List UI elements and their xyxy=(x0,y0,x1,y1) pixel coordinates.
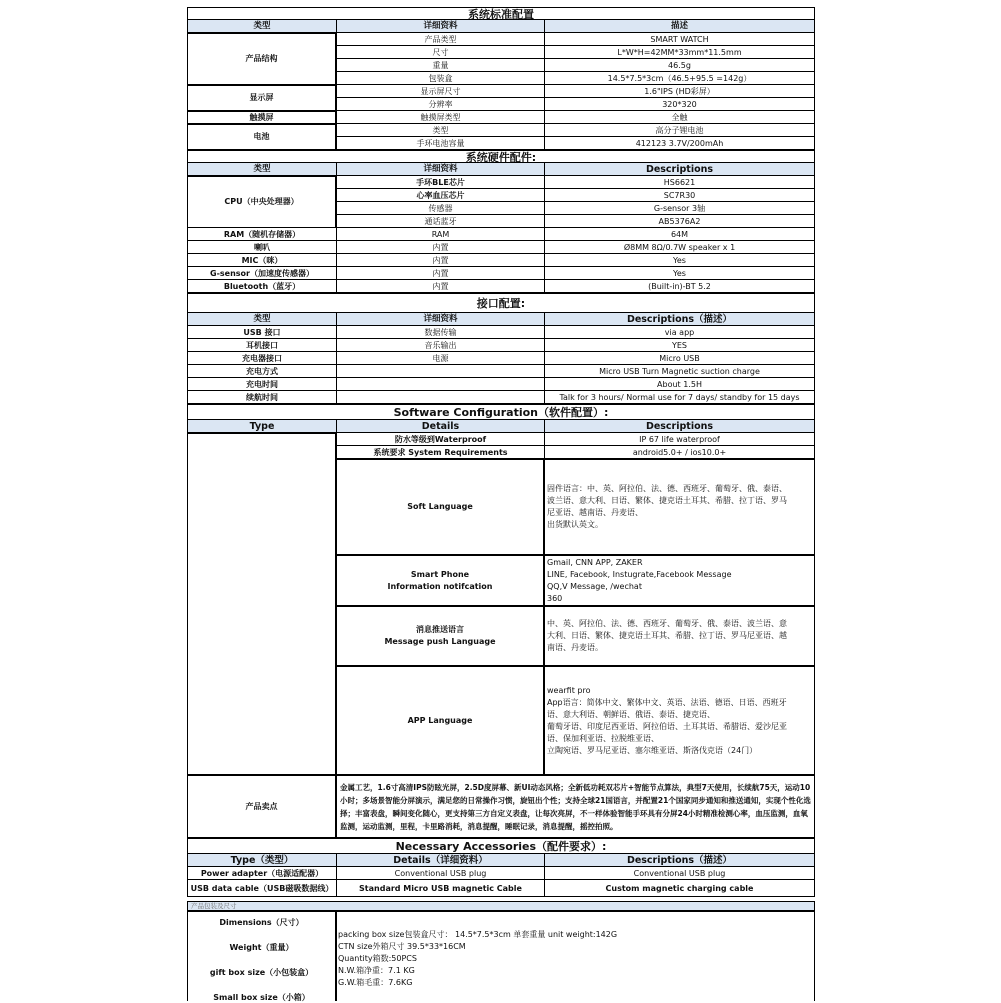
smart-phone-label: Smart Phone Information notifcation xyxy=(336,555,544,606)
table-row: 手环电池容量 412123 3.7V/200mAh xyxy=(336,137,815,150)
table-row: Power adapter（电源适配器） Conventional USB plug Conventional USB plug xyxy=(187,867,815,880)
table-row: 分辨率 320*320 xyxy=(336,98,815,111)
header-type: 类型 xyxy=(187,20,336,33)
selling-points-text: 金属工艺，1.6寸高清IPS防眩光屏，2.5D度屏幕、新UI动态风格；全新低功耗双芯片+智能节点算法，典型7天使用，长续航75天，运动10小时；多场景智能分屏演示，满足您的日常操作习惯，旋钮出个性；支持全球21国语言，并配置21个国家同步通知和推送通知，实现个性化选择；丰富表盘，瞬间变化随心，更支持第三方自定义表盘，让每次亮屏，不一样体验智能手环具有分屏24小时精准检测心率，血压监测，血氧监测，运动监测，里程，卡里路消耗，消息提醒，睡眠记录，消息提醒，摇控拍照。 xyxy=(336,775,815,838)
app-language-label: APP Language xyxy=(336,666,544,775)
table-row: 重量 46.5g xyxy=(336,59,815,72)
table-row: 类型 高分子锂电池 xyxy=(336,124,815,137)
packing-label-small-box: Small box size（小箱） xyxy=(213,993,310,1002)
table-row: 传感器 G-sensor 3轴 xyxy=(336,202,815,215)
table-row: 充电方式 Micro USB Turn Magnetic suction charge xyxy=(187,365,815,378)
packing-title: 产品包装及尺寸 xyxy=(187,901,815,911)
table-row: 充电器接口 电源 Micro USB xyxy=(187,352,815,365)
section-title-software: Software Configuration（软件配置）: xyxy=(187,404,815,420)
packing-details: packing box size包装盒尺寸： 14.5*7.5*3cm 单套重量 unit weight:142G CTN size外箱尺寸 39.5*33*16CM Quantity箱数:50PCS N.W.箱净重：7.1 KG G.W.箱毛重：7.6KG xyxy=(338,930,618,987)
table-row: 通话蓝牙 AB5376A2 xyxy=(336,215,815,228)
table-row: 包装盒 14.5*7.5*3cm（46.5+95.5 =142g） xyxy=(336,72,815,85)
header-details: 详细资料 xyxy=(336,20,544,33)
table-row: 手环BLE芯片 HS6621 xyxy=(336,176,815,189)
hardware-header-row: 类型 详细资料 Descriptions xyxy=(187,163,815,176)
table-row: 耳机接口 音乐输出 YES xyxy=(187,339,815,352)
soft-language-label: Soft Language xyxy=(336,459,544,555)
group-label-display: 显示屏 xyxy=(187,85,336,111)
section-title-interface: 接口配置: xyxy=(187,293,815,313)
table-row: 防水等级到Waterproof IP 67 life waterproof xyxy=(336,433,815,446)
table-row: G-sensor（加速度传感器） 内置 Yes xyxy=(187,267,815,280)
section-title-hardware: 系统硬件配件: xyxy=(187,150,815,163)
table-row: 显示屏尺寸 1.6"IPS (HD彩屏） xyxy=(336,85,815,98)
group-label-structure: 产品结构 xyxy=(187,33,336,85)
group-label-touch: 触摸屏 xyxy=(187,111,336,124)
table-row: 产品类型 SMART WATCH xyxy=(336,33,815,46)
software-type-cell xyxy=(187,433,336,775)
header-description: 描述 xyxy=(544,20,815,33)
table-row: 系统要求 System Requirements android5.0+ / ios10.0+ xyxy=(336,446,815,459)
table-row: MIC（咪） 内置 Yes xyxy=(187,254,815,267)
spec-sheet xyxy=(187,7,815,1001)
packing-label-gift-box: gift box size（小包装盒） xyxy=(209,968,314,977)
table-row: Bluetooth（蓝牙） 内置 (Built-in)-BT 5.2 xyxy=(187,280,815,293)
software-header-row: Type Details Descriptions xyxy=(187,420,815,433)
table-row: 喇叭 内置 Ø8MM 8Ω/0.7W speaker x 1 xyxy=(187,241,815,254)
section-title-standard: 系统标准配置 xyxy=(187,7,815,20)
table-row: USB 接口 数据传输 via app xyxy=(187,326,815,339)
table-row: 心率血压芯片 SC7R30 xyxy=(336,189,815,202)
table-row: 尺寸 L*W*H=42MM*33mm*11.5mm xyxy=(336,46,815,59)
app-language-list: wearfit pro App语言：简体中文、繁体中文、英语、法语、德语、日语、西班牙 语、意大利语、朝鲜语、俄语、泰语、捷克语、 葡萄牙语、印度尼西亚语、阿拉伯语、土耳其语、希腊语、爱沙尼亚 语、保加利亚语、拉脱维亚语、 立陶宛语、罗马尼亚语、塞尔维亚语、斯洛伐克语（24门） xyxy=(544,666,815,775)
table-row: USB data cable（USB磁吸数据线） Standard Micro USB magnetic Cable Custom magnetic charging cable xyxy=(187,880,815,897)
accessories-header-row: Type（类型） Details（详细资料） Descriptions（描述） xyxy=(187,854,815,867)
section-title-accessories: Necessary Accessories（配件要求）: xyxy=(187,838,815,854)
table-row: 续航时间 Talk for 3 hours/ Normal use for 7 days/ standby for 15 days xyxy=(187,391,815,404)
push-language-label: 消息推送语言 Message push Language xyxy=(336,606,544,666)
packing-label-weight: Weight（重量） xyxy=(229,943,294,952)
interface-header-row: 类型 详细资料 Descriptions（描述） xyxy=(187,313,815,326)
packing-label-dimensions: Dimensions（尺寸） xyxy=(219,918,304,927)
smart-phone-list: Gmail, CNN APP, ZAKER LINE, Facebook, Instugrate,Facebook Message QQ,V Message, /wechat 360 xyxy=(544,555,815,606)
selling-points-label: 产品卖点 xyxy=(187,775,336,838)
standard-header-row xyxy=(187,20,815,33)
table-row: 触摸屏类型 全触 xyxy=(336,111,815,124)
group-label-cpu: CPU（中央处理器） xyxy=(187,176,336,228)
table-row: RAM（随机存储器） RAM 64M xyxy=(187,228,815,241)
table-row: 充电时间 About 1.5H xyxy=(187,378,815,391)
push-language-list: 中、英、阿拉伯、法、德、西班牙、葡萄牙、俄、泰语、波兰语、意 大利、日语、繁体、捷克语土耳其、希腊、拉丁语、罗马尼亚语、越 南语、丹麦语。 xyxy=(544,606,815,666)
group-label-battery: 电池 xyxy=(187,124,336,150)
soft-language-list: 固件语言：中、英、阿拉伯、法、德、西班牙、葡萄牙、俄、泰语、 波兰语、意大利、日语、繁体、捷克语土耳其、希腊、拉丁语、罗马 尼亚语、越南语、丹麦语、 出货默认英文。 xyxy=(544,459,815,555)
